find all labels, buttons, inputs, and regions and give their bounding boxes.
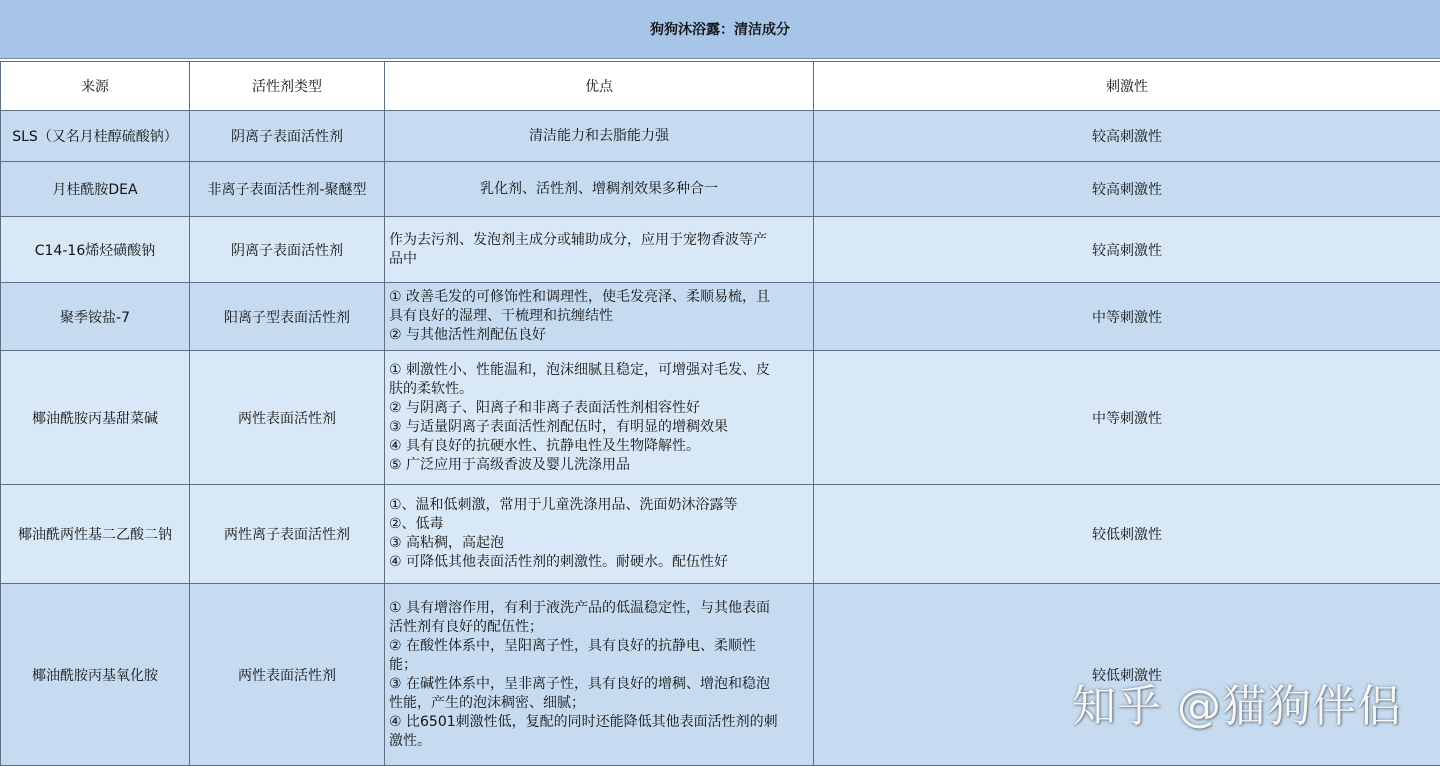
cell-source: C14-16烯烃磺酸钠 bbox=[1, 217, 190, 283]
cell-irritation: 较低刺激性 bbox=[814, 485, 1440, 584]
cell-irritation: 较高刺激性 bbox=[814, 162, 1440, 217]
pros-line: 清洁能力和去脂能力强 bbox=[385, 127, 813, 146]
header-irritation: 刺激性 bbox=[814, 62, 1440, 111]
pros-line: ② 与阴离子、阳离子和非离子表面活性剂相容性好 bbox=[389, 399, 813, 418]
cell-source: 聚季铵盐-7 bbox=[1, 283, 190, 351]
pros-line: 激性。 bbox=[389, 732, 813, 751]
pros-line: 作为去污剂、发泡剂主成分或辅助成分，应用于宠物香波等产 bbox=[389, 231, 813, 250]
header-row bbox=[1, 62, 1440, 111]
pros-line: ② 与其他活性剂配伍良好 bbox=[389, 326, 813, 345]
pros-line: ④ 比6501刺激性低，复配的同时还能降低其他表面活性剂的刺 bbox=[389, 713, 813, 732]
header-source: 来源 bbox=[1, 62, 190, 111]
pros-line: ④ 可降低其他表面活性剂的刺激性。耐硬水。配伍性好 bbox=[389, 553, 813, 572]
pros-line: ① 刺激性小、性能温和，泡沫细腻且稳定，可增强对毛发、皮 bbox=[389, 361, 813, 380]
cell-irritation: 较高刺激性 bbox=[814, 217, 1440, 283]
cell-source: SLS（又名月桂醇硫酸钠） bbox=[1, 111, 190, 162]
pros-line: ② 在酸性体系中，呈阳离子性，具有良好的抗静电、柔顺性 bbox=[389, 637, 813, 656]
watermark: 知乎 @猫狗伴侣 bbox=[1072, 670, 1402, 734]
cell-irritation: 较高刺激性 bbox=[814, 111, 1440, 162]
cell-type: 两性离子表面活性剂 bbox=[190, 485, 385, 584]
cell-irritation: 较低刺激性 bbox=[814, 584, 1440, 766]
surfactant-table bbox=[0, 61, 1440, 766]
pros-line: 乳化剂、活性剂、增稠剂效果多种合一 bbox=[385, 180, 813, 199]
pros-line: 活性剂有良好的配伍性； bbox=[389, 618, 813, 637]
cell-irritation: 中等刺激性 bbox=[814, 351, 1440, 485]
table-row bbox=[1, 162, 1440, 217]
table-row bbox=[1, 217, 1440, 283]
cell-type: 阴离子表面活性剂 bbox=[190, 111, 385, 162]
cell-source: 椰油酰胺丙基氧化胺 bbox=[1, 584, 190, 766]
cell-source: 月桂酰胺DEA bbox=[1, 162, 190, 217]
cell-pros bbox=[385, 283, 814, 351]
pros-line: 能； bbox=[389, 656, 813, 675]
pros-line: ①、温和低刺激，常用于儿童洗涤用品、洗面奶沐浴露等 bbox=[389, 496, 813, 515]
cell-type: 阴离子表面活性剂 bbox=[190, 217, 385, 283]
cell-type: 非离子表面活性剂-聚醚型 bbox=[190, 162, 385, 217]
table-row bbox=[1, 485, 1440, 584]
cell-type: 两性表面活性剂 bbox=[190, 584, 385, 766]
pros-line: 肤的柔软性。 bbox=[389, 380, 813, 399]
cell-type: 阳离子型表面活性剂 bbox=[190, 283, 385, 351]
cell-pros bbox=[385, 351, 814, 485]
cell-type: 两性表面活性剂 bbox=[190, 351, 385, 485]
header-pros: 优点 bbox=[385, 62, 814, 111]
cell-pros bbox=[385, 162, 814, 217]
cell-pros bbox=[385, 485, 814, 584]
cell-irritation: 中等刺激性 bbox=[814, 283, 1440, 351]
pros-line: 具有良好的湿理、干梳理和抗缠结性 bbox=[389, 307, 813, 326]
pros-line: 品中 bbox=[389, 250, 813, 269]
pros-line: ⑤ 广泛应用于高级香波及婴儿洗涤用品 bbox=[389, 456, 813, 475]
cell-source: 椰油酰胺丙基甜菜碱 bbox=[1, 351, 190, 485]
cell-pros bbox=[385, 584, 814, 766]
pros-line: ②、低毒 bbox=[389, 515, 813, 534]
cell-source: 椰油酰两性基二乙酸二钠 bbox=[1, 485, 190, 584]
table-row bbox=[1, 111, 1440, 162]
header-type: 活性剂类型 bbox=[190, 62, 385, 111]
pros-line: 性能，产生的泡沫稠密、细腻； bbox=[389, 694, 813, 713]
pros-line: ① 改善毛发的可修饰性和调理性，使毛发亮泽、柔顺易梳，且 bbox=[389, 288, 813, 307]
table-title: 狗狗沐浴露：清洁成分 bbox=[0, 0, 1440, 59]
pros-line: ④ 具有良好的抗硬水性、抗静电性及生物降解性。 bbox=[389, 437, 813, 456]
table-row bbox=[1, 283, 1440, 351]
table-row bbox=[1, 351, 1440, 485]
pros-line: ③ 在碱性体系中，呈非离子性，具有良好的增稠、增泡和稳泡 bbox=[389, 675, 813, 694]
pros-line: ① 具有增溶作用，有利于液洗产品的低温稳定性，与其他表面 bbox=[389, 599, 813, 618]
cell-pros bbox=[385, 217, 814, 283]
pros-line: ③ 与适量阴离子表面活性剂配伍时，有明显的增稠效果 bbox=[389, 418, 813, 437]
pros-line: ③ 高粘稠，高起泡 bbox=[389, 534, 813, 553]
cell-pros bbox=[385, 111, 814, 162]
